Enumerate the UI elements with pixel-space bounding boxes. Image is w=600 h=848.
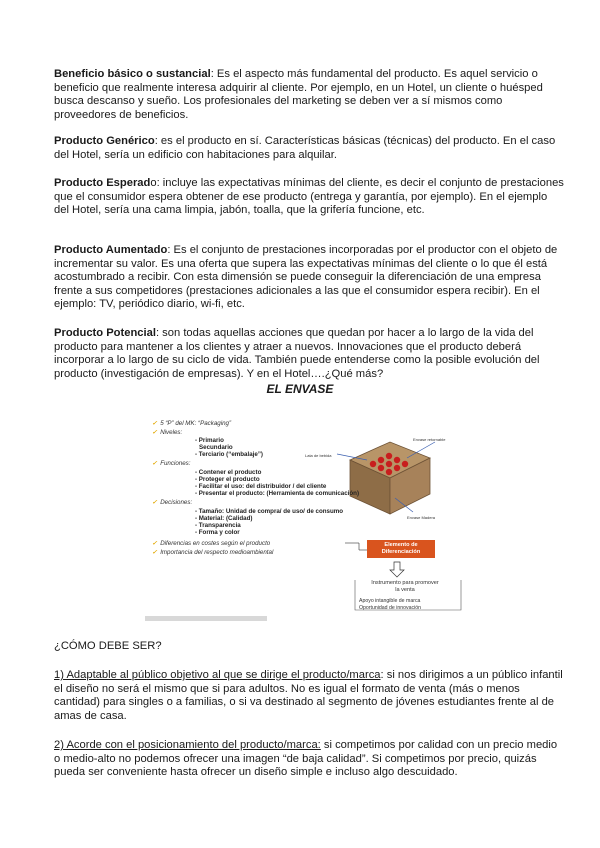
term-esperado: Producto Esperad	[54, 177, 151, 189]
can-shape	[402, 461, 408, 467]
item-funcion-2: - Proteger el producto	[195, 476, 260, 483]
item-funcion-1: - Contener el producto	[195, 469, 262, 476]
paragraph-beneficio	[54, 68, 564, 122]
text-beneficio: : Es el aspecto más fundamental del producto. Es aquel servicio o beneficio que realmente interesa adquirir al cliente. Por ejemplo, en un Hotel, un cliente o huésped busca descanso y sueño. Los profesionales del marketing se deben ver a sí mismos como proveedores de beneficios.	[54, 68, 543, 121]
item-decisiones: ✓ Decisiones:	[152, 499, 193, 506]
item-funcion-4: - Presentar el producto: (Herramienta de comunicación)	[195, 490, 360, 497]
item-decision-4: - Forma y color	[195, 529, 240, 536]
differentiation-badge: Elemento de Diferenciación	[367, 540, 435, 558]
down-arrow-icon	[390, 562, 404, 577]
can-shape	[386, 461, 392, 467]
text-potencial: : son todas aquellas acciones que quedan por hacer a lo largo de la vida del producto para mantener a los clientes y atraer a nuevos. Innovaciones que el producto deberá incorporar a lo largo de su ciclo de vida. También puede entenderse como la posible evolución del producto (investigación de empresas). Y en el Hotel….¿Qué más?	[54, 327, 540, 380]
paragraph-potencial	[54, 327, 564, 381]
text-aumentado: : Es el conjunto de prestaciones incorporadas por el productor con el objeto de incrementar su valor. Es una oferta que supera las expectativas mínimas del cliente o lo que él está acostumbrado a recibir. Con esta dimensión se puede conseguir la diferenciación de una empresa frente a sus competidores (prestaciones adicionales a las que el consumidor espera recibir). En el ejemplo: TV, periódico diario, wi-fi, etc.	[54, 244, 558, 311]
item-decision-1: - Tamaño: Unidad de compra/ de uso/ de consumo	[195, 508, 344, 515]
paragraph-acorde	[54, 739, 566, 780]
item-terciario: - Terciario (“embalaje”)	[195, 451, 263, 458]
term-generico: Producto Genérico	[54, 135, 155, 147]
item-medioambiental: ✓ Importancia del respecto medioambiental	[152, 549, 274, 556]
title-adaptable: 1) Adaptable al público objetivo al que se dirige el producto/marca	[54, 669, 381, 681]
text-adaptable: : si nos dirigimos a un público infantil el diseño no será el mismo que si para adultos. No es igual el formato de venta (más o menos cantidad) para singles o a familias, o si va destinado al segmento de jóvenes estudiantes frente al de amas de casa.	[54, 669, 563, 722]
item-decision-2: - Material: (Calidad)	[195, 515, 253, 522]
text-generico: : es el producto en sí. Características básicas (técnicas) del producto. En el caso del Hotel, sería un edificio con habitaciones para alquilar.	[54, 135, 556, 161]
paragraph-generico	[54, 135, 564, 162]
item-secundario: Secundario	[199, 444, 233, 451]
envase-figure	[145, 402, 465, 624]
can-shape	[394, 465, 400, 471]
term-potencial: Producto Potencial	[54, 327, 156, 339]
item-funcion-3: - Facilitar el uso: del distribuidor / del cliente	[195, 483, 327, 490]
apoyo-label: Apoyo intangible de marca Oportunidad de innovación	[359, 598, 422, 611]
instrumento-label: Instrumento para promover la venta	[371, 580, 439, 593]
paragraph-adaptable	[54, 669, 566, 723]
item-5p: ✓ 5 “P” del MK: “Packaging”	[152, 420, 232, 427]
paragraph-aumentado	[54, 244, 564, 312]
item-costes: ✓ Diferencias en costes según el producto	[152, 540, 271, 547]
como-question: ¿CÓMO DEBE SER?	[54, 640, 162, 652]
text-acorde: si competimos por calidad con un precio medio o medio-alto no podemos ofrecer una imagen “de baja calidad”. Si competimos por precio, quizás pueda ser conveniente hasta ofrecer un diseño simple e incluso algo descuidado.	[54, 739, 558, 779]
can-shape	[378, 457, 384, 463]
paragraph-esperado	[54, 177, 564, 218]
item-primario: - Primario	[195, 437, 224, 444]
item-niveles: ✓ Niveles:	[152, 429, 183, 436]
label-retornable: Envase retornable	[413, 437, 446, 442]
label-madera: Envase Madera	[407, 515, 436, 520]
can-shape	[370, 461, 376, 467]
footer-bar-shape	[145, 616, 267, 621]
term-beneficio: Beneficio básico o sustancial	[54, 68, 211, 80]
can-shape	[394, 457, 400, 463]
item-funciones: ✓ Funciones:	[152, 460, 191, 467]
text-esperado: o: incluye las expectativas mínimas del cliente, es decir el conjunto de prestaciones que el consumidor espera obtener de ese producto (entrega y garantía, por ejemplo). En el ejemplo del Hotel, sería una cama limpia, jabón, toalla, que la grifería funcione, etc.	[54, 177, 564, 217]
item-decision-3: - Transparencia	[195, 522, 241, 529]
can-shape	[386, 453, 392, 459]
can-shape	[378, 465, 384, 471]
title-acorde: 2) Acorde con el posicionamiento del producto/marca:	[54, 739, 321, 751]
can-shape	[386, 469, 392, 475]
label-lata: Lata de bebida	[305, 453, 332, 458]
section-heading: EL ENVASE	[266, 382, 334, 396]
term-aumentado: Producto Aumentado	[54, 244, 168, 256]
